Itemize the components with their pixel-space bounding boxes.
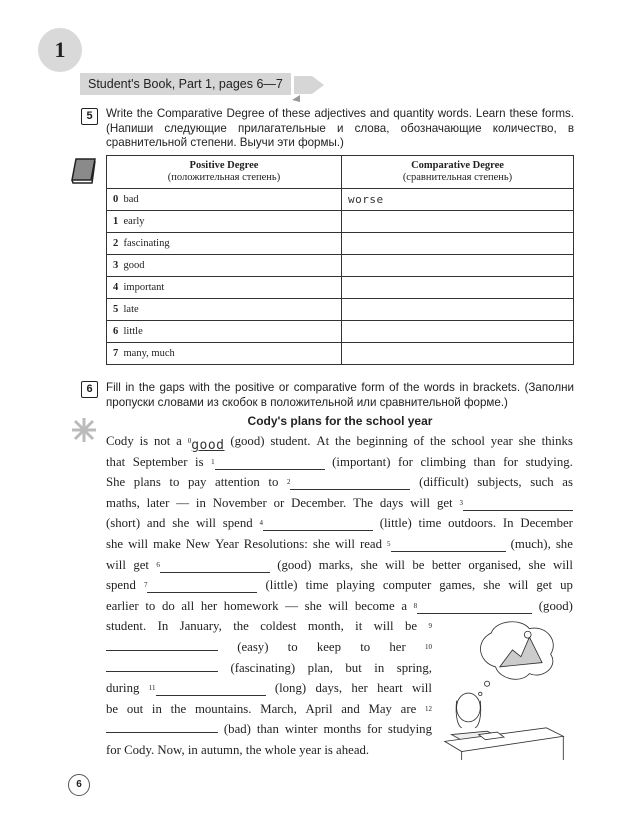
gap-number: 5	[387, 539, 391, 548]
passage-word: heart	[377, 681, 403, 696]
passage-word: beginning	[356, 434, 408, 448]
answer-cell[interactable]	[342, 299, 574, 321]
passage-word: (easy)	[237, 639, 269, 654]
passage-word: climbing	[420, 454, 466, 469]
gap-number: 8	[413, 601, 418, 610]
positive-cell: 4 important	[107, 277, 342, 299]
passage-word: do	[161, 598, 175, 613]
positive-cell: 7 many, much	[107, 343, 342, 365]
gap-number: 0	[187, 437, 192, 445]
passage-word: pay	[187, 475, 207, 490]
gap[interactable]	[211, 452, 325, 473]
passage-word: is	[195, 454, 204, 469]
book-icon	[70, 156, 98, 184]
gap-line[interactable]	[417, 600, 532, 614]
passage-word: are	[400, 701, 417, 716]
girl-daydreaming-illustration	[436, 616, 572, 760]
passage-word: to	[145, 598, 156, 613]
passage-word: in	[374, 660, 385, 675]
passage-word: time	[418, 516, 442, 531]
gap[interactable]	[259, 513, 373, 534]
table-row	[107, 211, 574, 233]
passage-word: keep	[316, 639, 342, 654]
passage-word: will	[106, 557, 126, 572]
passage-word: she	[518, 434, 536, 448]
passage-word: computer	[382, 578, 432, 593]
passage-word: to	[287, 639, 298, 654]
gap[interactable]	[459, 493, 573, 514]
positive-cell: 2 fascinating	[107, 233, 342, 255]
passage-word: it	[355, 619, 363, 634]
passage-line	[106, 534, 573, 555]
passage-word: month,	[307, 619, 344, 634]
passage-word: (short)	[106, 516, 141, 531]
passage-word: will	[128, 536, 149, 551]
answer-cell[interactable]: worse	[342, 189, 574, 211]
passage-word: She	[106, 475, 126, 490]
passage-word: mountains.	[194, 701, 252, 716]
gap-number: 11	[148, 684, 156, 693]
passage-word: In	[157, 619, 169, 634]
passage-line	[106, 452, 573, 473]
passage-word: outdoors.	[448, 516, 497, 531]
passage-word: organised,	[468, 557, 522, 572]
passage-word: than	[256, 722, 279, 737]
passage-word: (long)	[274, 681, 307, 696]
gap[interactable]	[106, 658, 218, 679]
gap-line[interactable]	[215, 456, 325, 470]
gap-number: 2	[286, 478, 291, 487]
passage-word: a	[401, 598, 407, 613]
passage-word: she	[360, 557, 378, 572]
gap[interactable]	[149, 678, 266, 699]
exercise-number: 6	[81, 381, 98, 398]
gap-line[interactable]	[106, 658, 218, 672]
gap-line[interactable]	[290, 476, 410, 490]
passage-word: her	[389, 639, 406, 654]
passage-word: during	[106, 681, 140, 696]
passage-line	[106, 431, 573, 452]
passage-word: January,	[179, 619, 222, 634]
passage-word: (little)	[379, 516, 412, 531]
gap[interactable]	[425, 637, 432, 658]
passage-word: (little)	[265, 578, 298, 593]
passage-word: plans	[133, 475, 161, 490]
passage-word: of	[413, 434, 425, 448]
passage-word: get	[133, 557, 149, 572]
passage-word: and	[146, 516, 166, 531]
passage-word: winter	[284, 722, 318, 737]
passage-word: games,	[439, 578, 476, 593]
passage-word: will	[328, 598, 349, 613]
gap-line[interactable]	[160, 559, 270, 573]
table-row	[107, 277, 574, 299]
passage-word: year	[490, 434, 513, 448]
passage-word: (good)	[230, 434, 265, 448]
passage-word: student.	[106, 619, 147, 634]
gap[interactable]	[387, 534, 506, 555]
passage-word: April	[305, 701, 333, 716]
passage-word: will	[508, 578, 529, 593]
passage-word: studying.	[525, 454, 573, 469]
passage-word: she	[555, 536, 573, 551]
gap[interactable]	[287, 472, 411, 493]
gap[interactable]	[106, 637, 218, 658]
passage-word: (good)	[277, 557, 312, 572]
gap-answer: good	[191, 438, 225, 453]
passage-word: New	[185, 536, 211, 551]
gap-number: 6	[156, 560, 160, 569]
passage-word: school	[451, 434, 485, 448]
passage-word: get	[536, 578, 553, 593]
page-number: 6	[68, 774, 90, 796]
gap-number: 3	[459, 498, 463, 507]
passage-word: be	[404, 619, 418, 634]
passage-line	[106, 637, 432, 658]
reference-label: Student's Book, Part 1, pages 6—7	[80, 73, 291, 95]
gap[interactable]	[106, 719, 218, 740]
gap-line[interactable]	[391, 538, 506, 552]
passage-word: better	[431, 557, 462, 572]
table-row	[107, 189, 574, 211]
passage-word: coldest	[260, 619, 297, 634]
passage-word: that	[106, 454, 126, 469]
answer-cell[interactable]	[342, 211, 574, 233]
passage-word: she	[483, 578, 501, 593]
positive-cell: 3 good	[107, 255, 342, 277]
gap[interactable]	[428, 616, 432, 637]
passage-word: September	[132, 454, 188, 469]
passage-word: (much),	[510, 536, 551, 551]
passage-line	[106, 596, 573, 617]
passage-word: all	[181, 598, 195, 613]
passage-word: (bad)	[223, 722, 251, 737]
gap-number: 12	[424, 704, 432, 713]
table-row	[107, 233, 574, 255]
passage-word: is	[139, 434, 149, 448]
passage-line	[106, 575, 573, 596]
passage-word: a	[176, 434, 182, 448]
passage-word: the	[335, 434, 351, 448]
unit-number: 1	[38, 28, 82, 72]
passage-word: March,	[260, 701, 297, 716]
passage-word: for	[503, 454, 519, 469]
passage-word: plan,	[307, 660, 333, 675]
passage-word: make	[153, 536, 181, 551]
table-row	[107, 321, 574, 343]
passage-word: studying	[387, 722, 432, 737]
passage-word: for	[398, 454, 413, 469]
passage-word: Resolutions:	[243, 536, 308, 551]
passage-word: but	[345, 660, 362, 675]
answer-cell[interactable]	[342, 343, 574, 365]
passage-line	[106, 699, 432, 720]
passage-word: be	[412, 557, 425, 572]
passage-word: the	[170, 701, 187, 716]
passage-word: homework	[223, 598, 279, 613]
passage-line	[106, 678, 432, 699]
passage-word: days,	[315, 681, 343, 696]
passage-word: spend	[222, 516, 253, 531]
passage-word: her	[200, 598, 218, 613]
answer-cell[interactable]	[342, 321, 574, 343]
passage-word: to	[169, 475, 180, 490]
gap[interactable]	[188, 431, 225, 452]
passage-line	[106, 493, 573, 514]
passage-word: her	[351, 681, 368, 696]
gap[interactable]	[156, 555, 270, 576]
gap[interactable]	[144, 575, 258, 596]
positive-cell: 1 early	[107, 211, 342, 233]
passage-word: become	[354, 598, 395, 613]
passage-word: months	[323, 722, 362, 737]
passage-word: subjects,	[477, 475, 522, 490]
passage-word: (fascinating)	[230, 660, 296, 675]
gap-line[interactable]	[463, 497, 573, 511]
passage-word: Year	[215, 536, 239, 551]
passage-line	[106, 513, 573, 534]
passage-word: attention	[215, 475, 260, 490]
gap-line[interactable]	[147, 579, 257, 593]
gap-number: 9	[428, 622, 432, 631]
passage-word: spring,	[396, 660, 432, 675]
passage-line	[106, 719, 432, 740]
passage-word: she	[312, 536, 330, 551]
passage-word: —	[285, 598, 298, 613]
gap-line[interactable]	[263, 517, 373, 531]
passage-word: she	[304, 598, 322, 613]
passage-word: up	[560, 578, 573, 593]
passage-word: get	[436, 495, 453, 510]
passage-word: to	[268, 475, 279, 490]
passage-text: for Cody. Now, in autumn, the whole year is ahead.	[106, 742, 370, 757]
table-row	[107, 299, 574, 321]
passage-title: Cody's plans for the school year	[247, 414, 433, 428]
passage-word: will	[552, 557, 573, 572]
passage-line	[106, 616, 432, 637]
passage-word: later	[146, 495, 170, 510]
gap-line[interactable]	[106, 719, 218, 733]
passage-word: (difficult)	[419, 475, 469, 490]
passage-word: to	[360, 639, 371, 654]
passage-word: she	[528, 557, 546, 572]
passage-word: than	[473, 454, 496, 469]
passage-word: as	[562, 475, 573, 490]
passage-word: December	[520, 516, 573, 531]
passage-word: be	[106, 701, 119, 716]
passage-word: In	[502, 516, 514, 531]
passage-word: maths,	[106, 495, 140, 510]
answer-cell[interactable]	[342, 255, 574, 277]
exercise-instruction: Fill in the gaps with the positive or comparative form of the words in brackets. (Заполни пропуски словами из скобок в положительной или сравнительной форме.)	[106, 381, 574, 409]
passage-word: May	[368, 701, 392, 716]
answer-cell[interactable]	[342, 277, 574, 299]
passage-word: time	[305, 578, 329, 593]
passage-word: student.	[270, 434, 311, 448]
gap-number: 7	[143, 581, 148, 590]
passage-word: and	[341, 701, 360, 716]
passage-word: for	[367, 722, 382, 737]
passage-word: spend	[106, 578, 136, 593]
passage-word: she	[106, 536, 124, 551]
passage-word: —	[176, 495, 190, 510]
passage-word: will	[385, 557, 405, 572]
positive-cell: 5 late	[107, 299, 342, 321]
passage-word: read	[359, 536, 382, 551]
passage-word: December.	[291, 495, 347, 510]
passage-word: playing	[336, 578, 375, 593]
exercise-instruction: Write the Comparative Degree of these adjectives and quantity words. Learn these forms. (Напиши следующие прилагательные и слова, обозначающие количество, в сравнительной степени. Выучи эти формы.)	[106, 107, 574, 149]
star-icon	[70, 416, 98, 444]
header-positive: Positive Degree (положительная степень)	[107, 156, 342, 189]
passage-word: (good)	[538, 598, 573, 613]
passage-word: thinks	[541, 434, 573, 448]
passage-word: will	[334, 536, 355, 551]
gap-line[interactable]	[106, 637, 218, 651]
passage-word: in	[195, 495, 206, 510]
exercise-number: 5	[81, 108, 98, 125]
header-comparative: Comparative Degree (сравнительная степень)	[342, 156, 574, 189]
gap-line[interactable]	[156, 682, 266, 696]
passage-word: November	[212, 495, 267, 510]
passage-word: the	[430, 434, 446, 448]
gap-number: 10	[424, 642, 432, 651]
gap-number: 1	[211, 457, 215, 466]
passage-word: The	[353, 495, 373, 510]
passage-word: will	[373, 619, 394, 634]
passage-word: in	[151, 701, 162, 716]
degree-table	[106, 155, 574, 365]
gap[interactable]	[425, 699, 432, 720]
passage-word: she	[172, 516, 190, 531]
passage-word: will	[196, 516, 216, 531]
passage-word: the	[233, 619, 249, 634]
passage-word: such	[530, 475, 554, 490]
passage-word: At	[316, 434, 330, 448]
positive-cell: 6 little	[107, 321, 342, 343]
passage-word: will	[412, 681, 432, 696]
passage-line	[106, 658, 432, 679]
passage-word: will	[410, 495, 431, 510]
passage-word: marks,	[318, 557, 354, 572]
passage-line	[106, 472, 573, 493]
passage-word: days	[379, 495, 404, 510]
passage-word: out	[126, 701, 144, 716]
gap-number: 4	[259, 519, 263, 528]
passage-word: Cody	[106, 434, 134, 448]
passage-word: earlier	[106, 598, 139, 613]
table-row	[107, 255, 574, 277]
answer-cell[interactable]	[342, 233, 574, 255]
gap[interactable]	[414, 596, 533, 617]
passage-word: (important)	[332, 454, 391, 469]
table-row	[107, 343, 574, 365]
arrow-icon	[292, 74, 326, 104]
passage-word: not	[153, 434, 171, 448]
passage-line	[106, 555, 573, 576]
passage-word: or	[273, 495, 285, 510]
positive-cell: 0 bad	[107, 189, 342, 211]
